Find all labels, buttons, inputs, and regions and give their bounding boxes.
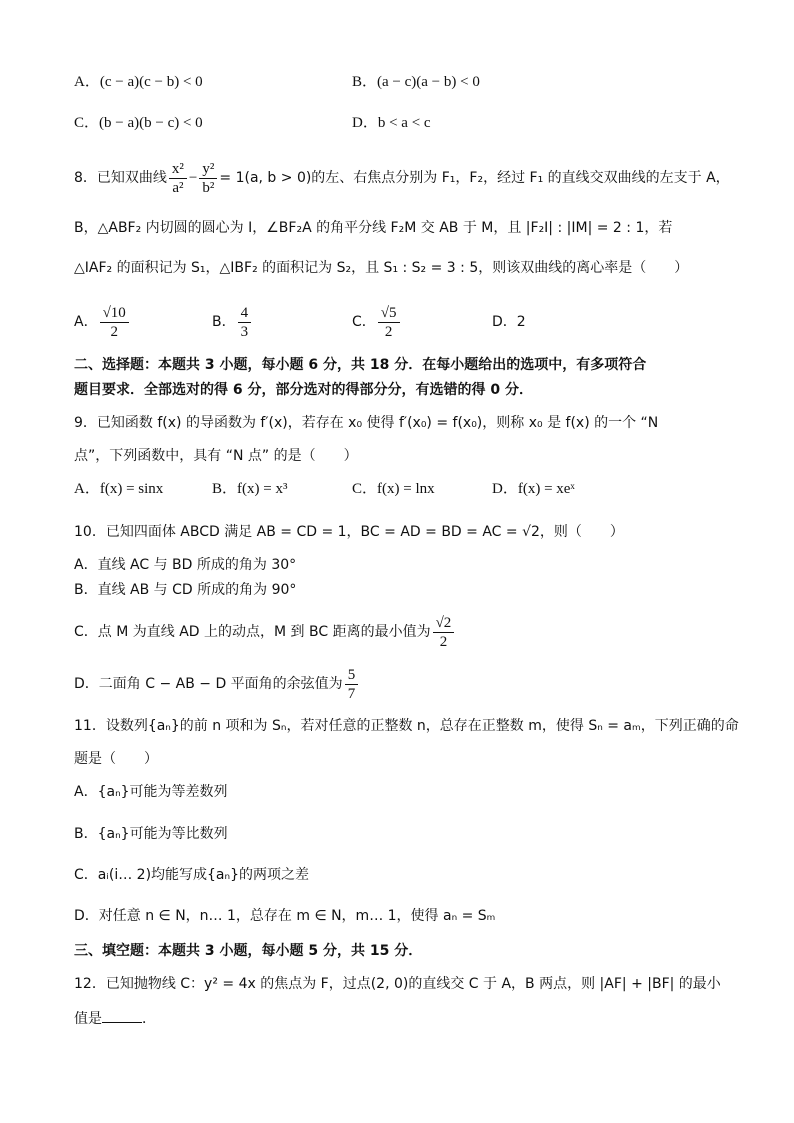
q10-option-a: A．直线 AC 与 BD 所成的角为 30° xyxy=(74,557,297,573)
q11-option-b: B．{aₙ}可能为等比数列 xyxy=(74,826,228,842)
q9-stem-line1: 9．已知函数 f(x) 的导函数为 f′(x)，若存在 x₀ 使得 f′(x₀) = f(x₀)，则称 x₀ 是 f(x) 的一个 “N xyxy=(74,415,659,431)
q7-option-b: B．(a − c)(a − b) < 0 xyxy=(352,74,480,90)
q10-option-d: D．二面角 C − AB − D 平面角的余弦值为 $\frac{5}{7}$ xyxy=(74,664,734,704)
section2-heading-line1: 二、选择题：本题共 3 小题，每小题 6 分，共 18 分．在每小题给出的选项中，有多项符合 xyxy=(74,357,647,373)
q11-stem-line1: 11．设数列{aₙ}的前 n 项和为 Sₙ，若对任意的正整数 n，总存在正整数 m，使得 Sₙ = aₘ，下列正确的命 xyxy=(74,718,739,734)
q8-stem-line2: B，△ABF₂ 内切圆的圆心为 I，∠BF₂A 的角平分线 F₂M 交 AB 于 M，且 |F₂I| : |IM| = 2 : 1，若 xyxy=(74,220,673,236)
q8-option-c: C． $\frac{√5}{2}$ xyxy=(352,302,402,342)
q9-option-b: B．f(x) = x³ xyxy=(212,481,288,497)
q8-stem-line1: 8．已知双曲线 $\frac{\text{x²}}{\text{a²}}$ − $\frac{\text{y²}}{\text{b²}}$ = 1(a, b > 0)的左、右焦点分别为 F₁，F₂，经过 F₁ 的直线交双曲线的左支于 A， xyxy=(74,160,730,196)
q9-option-d: D．f(x) = xeˣ xyxy=(492,481,575,497)
q8-option-b: B． $\frac{4}{3}$ xyxy=(212,302,253,342)
q11-option-a: A．{aₙ}可能为等差数列 xyxy=(74,784,228,800)
q11-option-d: D．对任意 n ∈ N，n… 1，总存在 m ∈ N，m… 1，使得 aₙ = Sₘ xyxy=(74,908,496,924)
q8-option-a: A． $\frac{√10}{2}$ xyxy=(74,302,131,342)
q10-option-b: B．直线 AB 与 CD 所成的角为 90° xyxy=(74,582,297,598)
q10-option-c: C．点 M 为直线 AD 上的动点，M 到 BC 距离的最小值为 $\frac{√2}{2}$ xyxy=(74,612,734,652)
q10-stem: 10．已知四面体 ABCD 满足 AB = CD = 1，BC = AD = BD = AC = √2，则（ ） xyxy=(74,524,624,540)
q12-stem-line2: 值是 ． xyxy=(74,1008,734,1029)
q11-option-c: C．aᵢ(i… 2)均能写成{aₙ}的两项之差 xyxy=(74,867,309,883)
q9-option-c: C．f(x) = lnx xyxy=(352,481,435,497)
q7-option-d: D．b < a < c xyxy=(352,115,431,131)
answer-blank[interactable] xyxy=(102,1008,142,1023)
q11-stem-line2: 题是（ ） xyxy=(74,751,158,767)
q9-stem-line2: 点”，下列函数中，具有 “N 点” 的是（ ） xyxy=(74,448,358,464)
q7-option-a: A．(c − a)(c − b) < 0 xyxy=(74,74,203,90)
q9-option-a: A．f(x) = sinx xyxy=(74,481,164,497)
q7-option-c: C．(b − a)(b − c) < 0 xyxy=(74,115,203,131)
q8-option-d: D．2 xyxy=(492,314,526,330)
q8-stem-line3: △IAF₂ 的面积记为 S₁，△IBF₂ 的面积记为 S₂，且 S₁ : S₂ = 3 : 5，则该双曲线的离心率是（ ） xyxy=(74,260,689,276)
section2-heading-line2: 题目要求．全部选对的得 6 分，部分选对的得部分分，有选错的得 0 分． xyxy=(74,382,533,398)
q8-frac-x: $\frac{\text{x²}}{\text{a²}}$ xyxy=(169,160,187,197)
q8-frac-y: $\frac{\text{y²}}{\text{b²}}$ xyxy=(199,160,217,197)
q12-stem-line1: 12．已知抛物线 C：y² = 4x 的焦点为 F，过点(2, 0)的直线交 C 于 A，B 两点，则 |AF| + |BF| 的最小 xyxy=(74,976,721,992)
section3-heading: 三、填空题：本题共 3 小题，每小题 5 分，共 15 分． xyxy=(74,943,423,959)
